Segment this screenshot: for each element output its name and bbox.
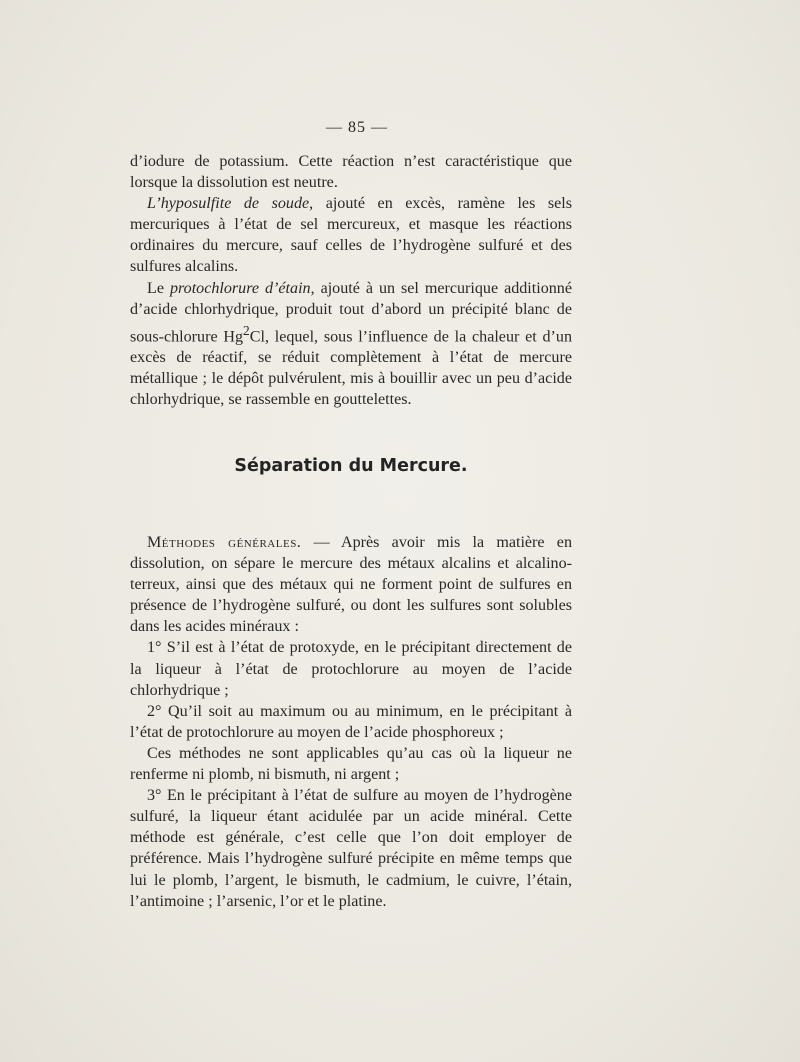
paragraph-method-3: 3° En le précipitant à l’état de sulfure au moyen de l’hydrogène sulfuré, la liqueur étant acidulée par un acide minéral. Cette méthode est générale, c’est celle que l’on doit employer de préférence. Mais l’hydrogène sulfuré précipite en même temps que lui le plomb, l’argent, le bismuth, le cadmium, le cuivre, l’étain, l’antimoine ; l’arsenic, l’or et le platine. [130,787,572,910]
paragraph-methodes-text: — Après avoir mis la matière en dissolution, on sépare le mercure des métaux alcalins et alcalino-terreux, ainsi que des métaux qui ne forment point de sulfures en présence de l’hydrogène sulfuré, ou dont les sulfures sont solubles dans les acides minéraux : [130,534,572,636]
methodes-label: Méthodes générales. [147,534,302,551]
paragraph-method-1: 1° S’il est à l’état de protoxyde, en le précipitant directement de la liqueur à l’état de protochlorure au moyen de l’acide chlorhydrique ; [130,639,572,699]
bottom-text-block [130,532,572,912]
paragraph-protochlorure [130,278,572,411]
paragraph-hyposulfite [130,193,572,277]
term-hyposulfite: L’hyposulfite de soude [147,195,310,213]
page-number: — 85 — [326,119,388,136]
paragraph-protochlorure-lead: Le [147,279,170,297]
paragraph-hyposulfite-text: , ajouté en excès, ramène les sels mercuriques à l’état de sel mercureux, et masque les réactions ordinaires du mercure, sauf celles de l’hydrogène sulfuré et des sulfures alcalins. [130,195,572,276]
paragraph-protochlorure-text: , ajouté à un sel mercurique additionné d’acide chlorhydrique, produit tout d’abord un précipité blanc de sous-chlorure Hg [130,279,572,346]
paragraph-protochlorure-rest: Cl, lequel, sous l’influence de la chaleur et d’un excès de réactif, se réduit complètement à l’état de mercure métallique ; le dépôt pulvérulent, mis à bouillir avec un peu d’acide chlorhydrique, se rassemble en gouttelettes. [130,328,572,409]
formula-superscript: 2 [243,322,250,338]
term-protochlorure: protochlorure d’étain [169,279,311,297]
top-text-block [130,151,572,410]
paragraph-applicability: Ces méthodes ne sont applicables qu’au cas où la liqueur ne renferme ni plomb, ni bismuth, ni argent ; [130,744,572,784]
paragraph-methodes [130,532,572,637]
section-heading: Séparation du Mercure. [234,456,468,476]
paragraph-iodure: d’iodure de potassium. Cette réaction n’est caractéristique que lorsque la dissolution est neutre. [130,153,572,192]
paragraph-method-2: 2° Qu’il soit au maximum ou au minimum, en le précipitant à l’état de protochlorure au moyen de l’acide phosphoreux ; [130,702,572,741]
